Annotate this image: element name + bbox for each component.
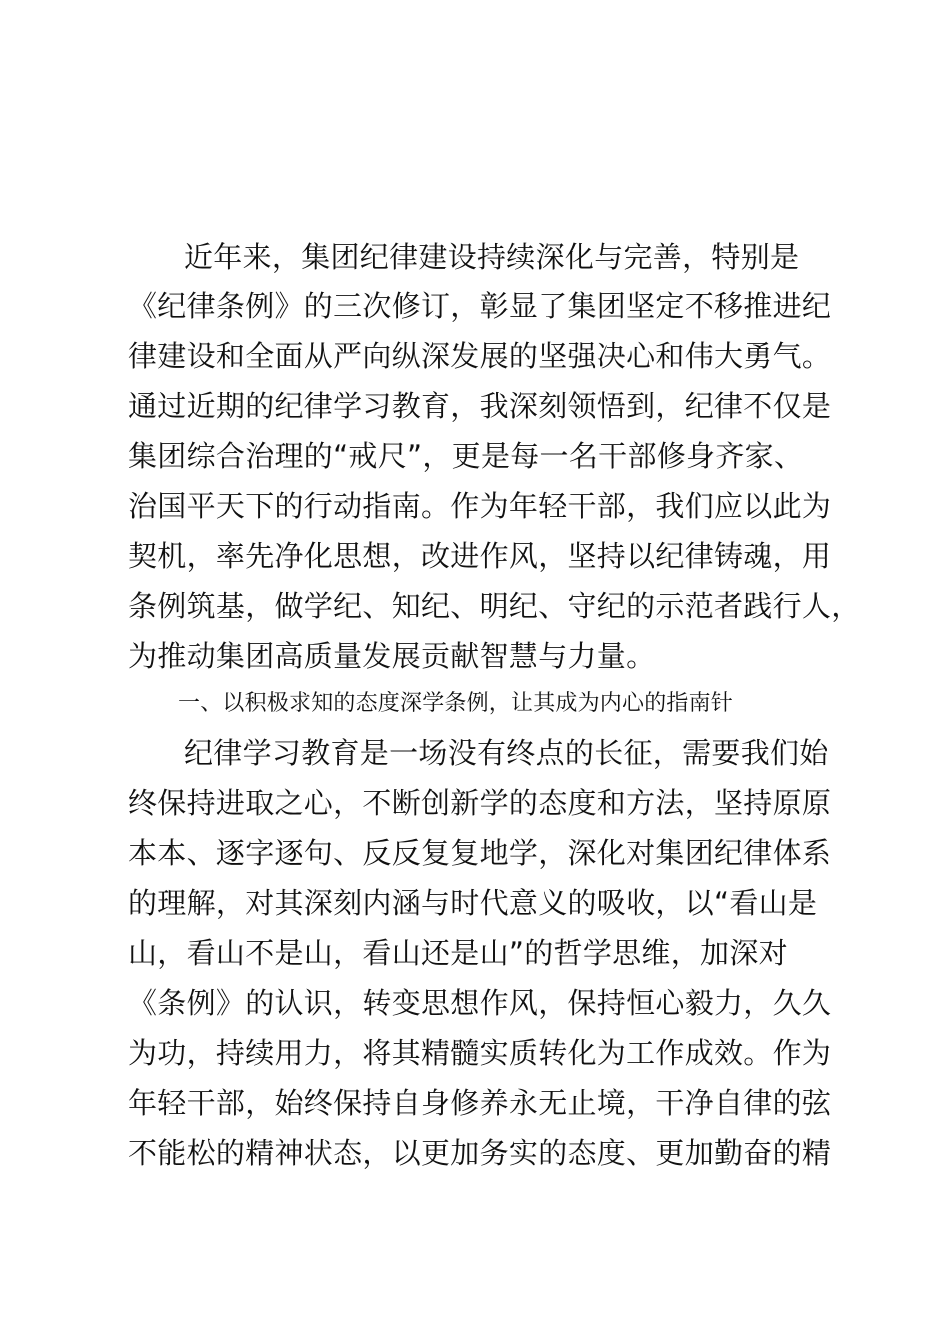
paragraph-line: 本本、逐字逐句、反反复复地学，深化对集团纪律体系 [128, 836, 832, 870]
paragraph-line: 《条例》的认识，转变思想作风，保持恒心毅力，久久 [128, 986, 832, 1020]
paragraph-line: 通过近期的纪律学习教育，我深刻领悟到，纪律不仅是 [128, 389, 832, 423]
paragraph-line: 治国平天下的行动指南。作为年轻干部，我们应以此为 [128, 489, 832, 523]
paragraph-line: 律建设和全面从严向纵深发展的坚强决心和伟大勇气。 [128, 339, 832, 373]
paragraph-line: 契机，率先净化思想，改进作风，坚持以纪律铸魂，用 [128, 539, 832, 573]
paragraph-line: 近年来，集团纪律建设持续深化与完善，特别是 [184, 240, 800, 274]
paragraph-line: 年轻干部，始终保持自身修养永无止境，干净自律的弦 [128, 1086, 832, 1120]
paragraph-line: 山，看山不是山，看山还是山”的哲学思维，加深对 [128, 936, 788, 970]
paragraph-line: 终保持进取之心，不断创新学的态度和方法，坚持原原 [128, 786, 832, 820]
paragraph-line: 条例筑基，做学纪、知纪、明纪、守纪的示范者践行人， [128, 589, 861, 623]
paragraph-line: 的理解，对其深刻内涵与时代意义的吸收，以“看山是 [128, 886, 818, 920]
paragraph-line: 纪律学习教育是一场没有终点的长征，需要我们始 [184, 736, 829, 770]
paragraph-line: 《纪律条例》的三次修订，彰显了集团坚定不移推进纪 [128, 289, 832, 323]
paragraph-line: 为推动集团高质量发展贡献智慧与力量。 [128, 639, 656, 673]
section-heading: 一、以积极求知的态度深学条例，让其成为内心的指南针 [178, 691, 734, 716]
paragraph-line: 不能松的精神状态，以更加务实的态度、更加勤奋的精 [128, 1136, 832, 1170]
paragraph-line: 为功，持续用力，将其精髓实质转化为工作成效。作为 [128, 1036, 832, 1070]
paragraph-line: 集团综合治理的“戒尺”，更是每一名干部修身齐家、 [128, 439, 804, 473]
